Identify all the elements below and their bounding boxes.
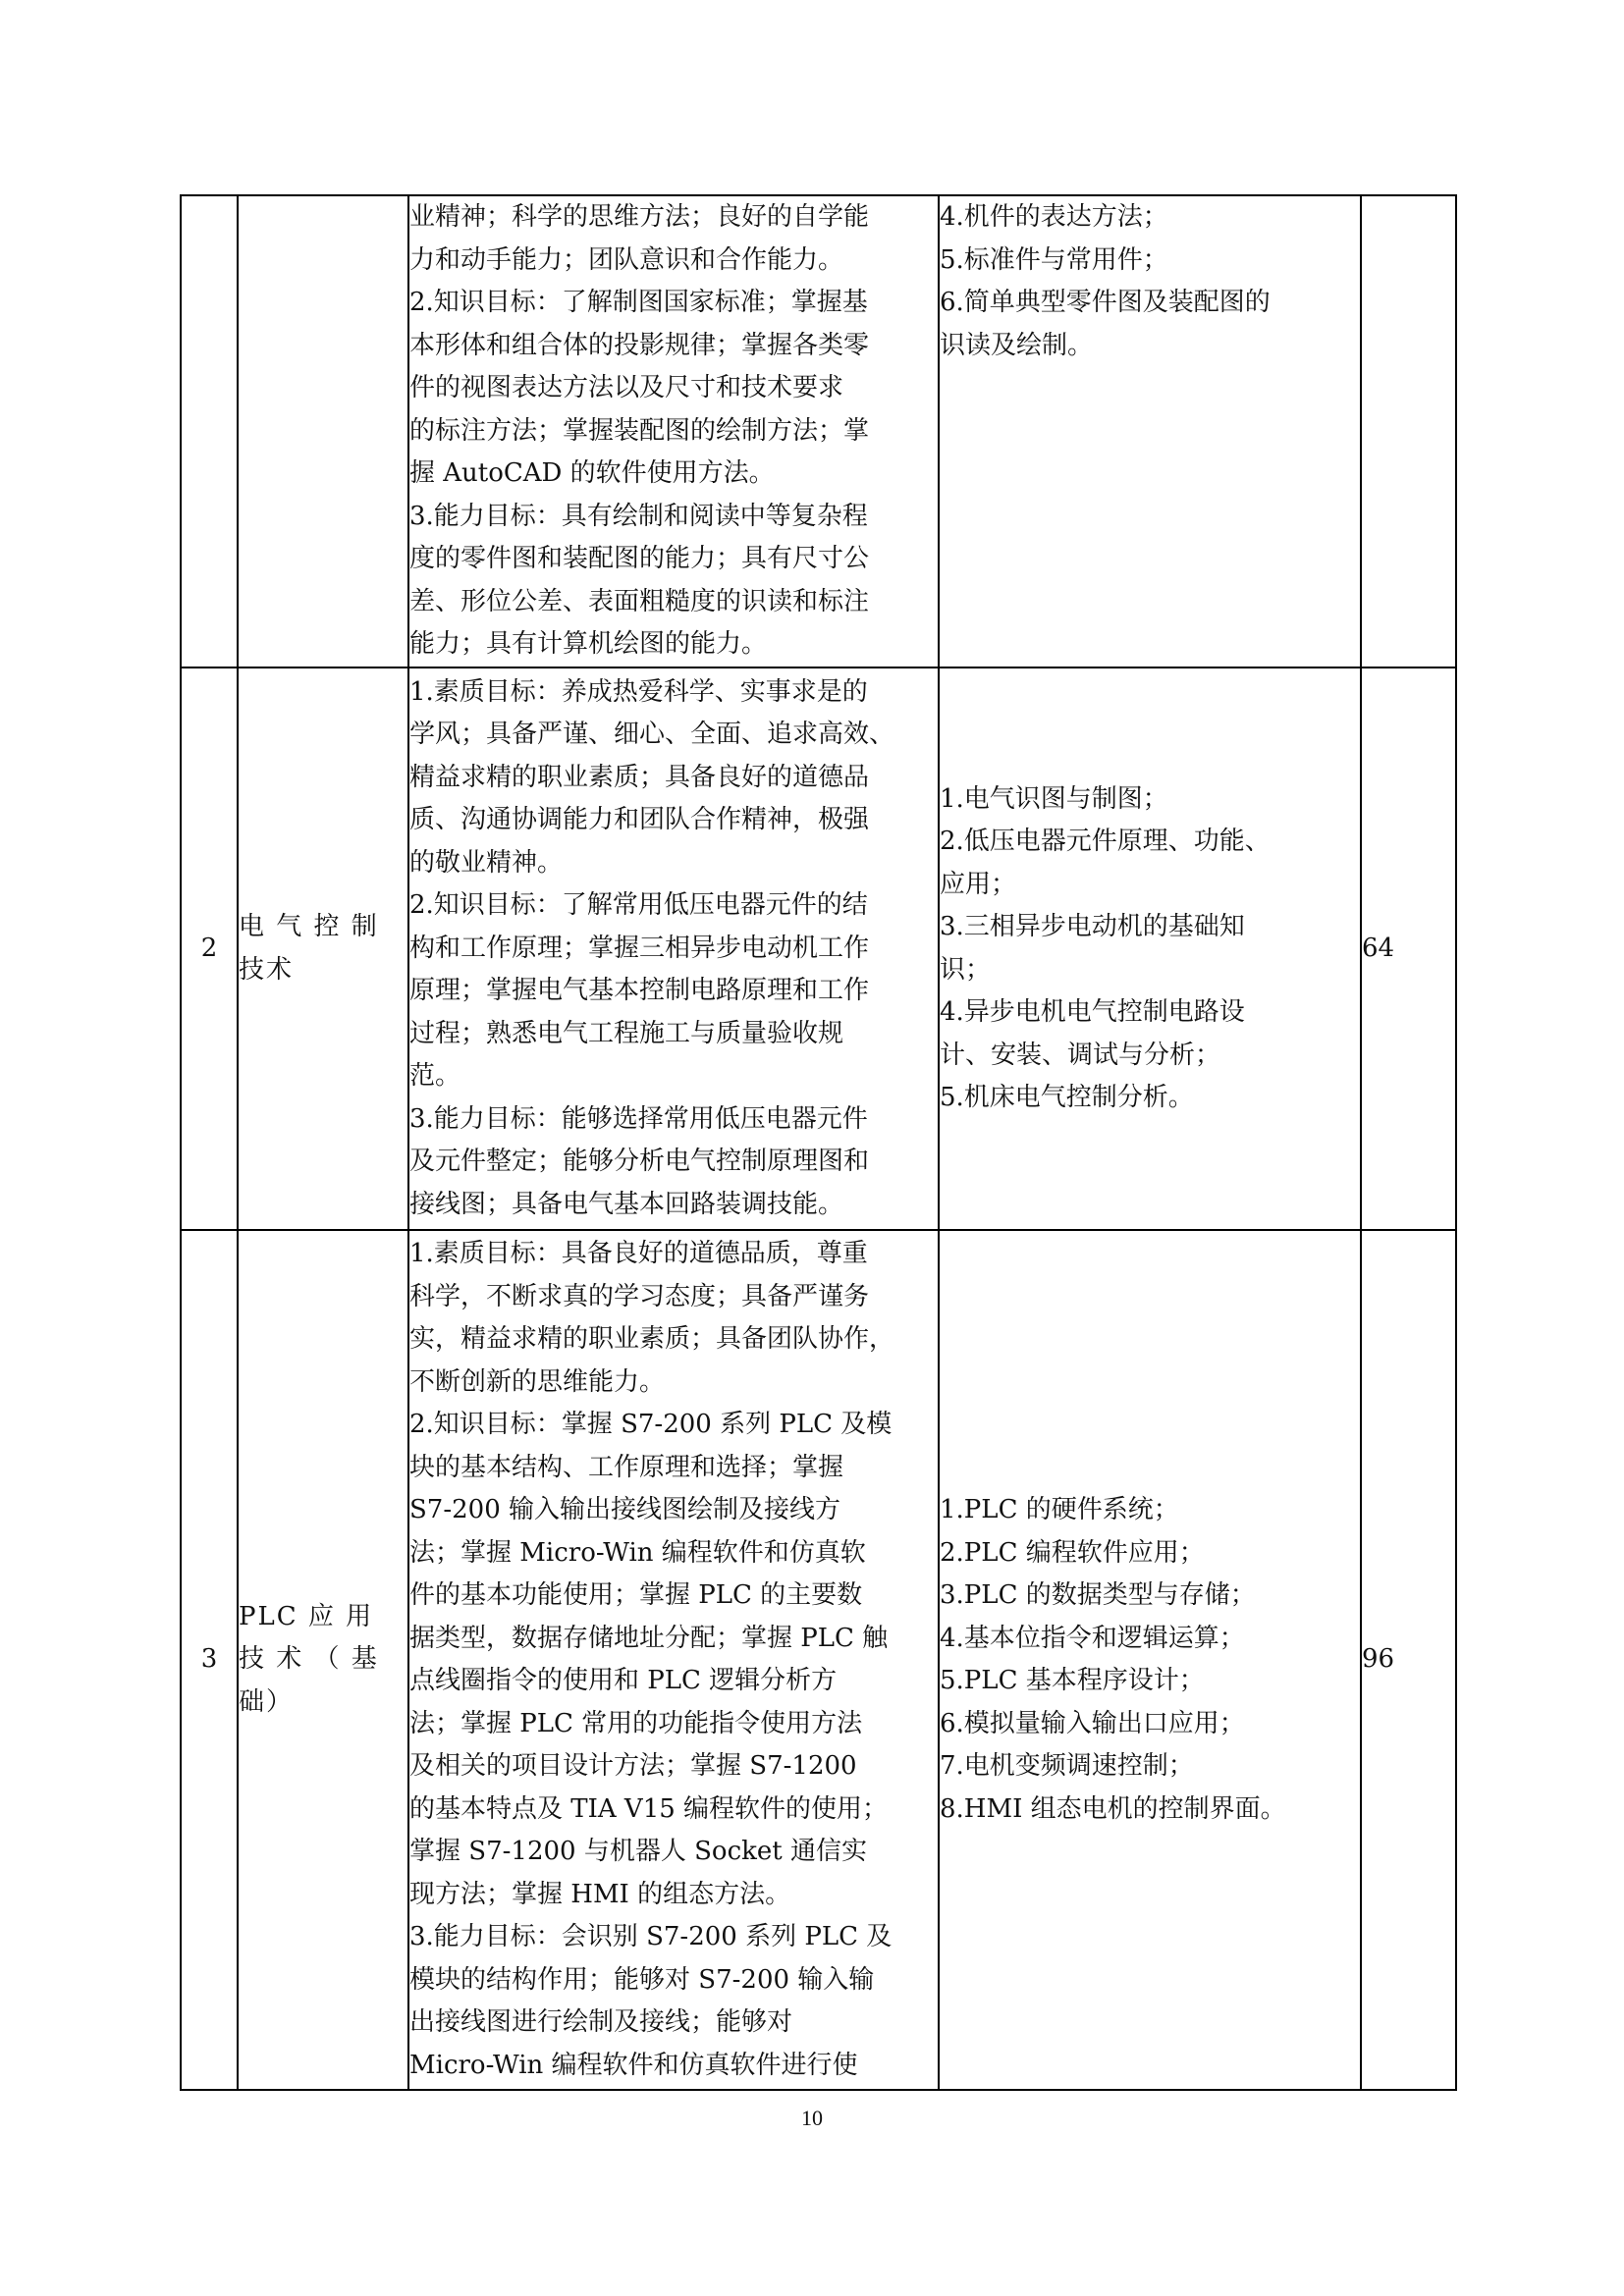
text-line: 业精神；科学的思维方法；良好的自学能	[409, 202, 870, 233]
course-hours-cell: 64	[1361, 667, 1456, 1230]
text-line: 5.机床电气控制分析。	[940, 1083, 1194, 1112]
text-line: 1.电气识图与制图；	[940, 783, 1168, 814]
text-line: 识读及绘制。	[940, 330, 1094, 360]
text-line: 2.低压电器元件原理、功能、	[940, 827, 1271, 856]
text-line: 差、形位公差、表面粗糙度的识读和标注	[409, 586, 870, 616]
text-line: 础）	[239, 1686, 295, 1717]
text-line: 力和动手能力；团队意识和合作能力。	[409, 244, 844, 275]
course-table	[180, 194, 1457, 2091]
text-line: 2.知识目标：掌握 S7-200 系列 PLC 及模	[409, 1410, 893, 1439]
course-name-cell	[238, 667, 408, 1230]
course-goals-cell	[408, 195, 939, 667]
text-line: 应用；	[940, 869, 1017, 899]
text-line: 3.三相异步电动机的基础知	[940, 912, 1245, 941]
text-line: 块的基本结构、工作原理和选择；掌握	[409, 1452, 844, 1482]
text-line: 识；	[940, 954, 992, 985]
course-number-cell: 3	[181, 1230, 238, 2090]
text-line: 3.能力目标：会识别 S7-200 系列 PLC 及	[409, 1922, 893, 1951]
text-line: 件的基本功能使用；掌握 PLC 的主要数	[409, 1580, 863, 1610]
course-number-cell: 2	[181, 667, 238, 1230]
text-line: 构和工作原理；掌握三相异步电动机工作	[409, 933, 870, 963]
text-line: 1.素质目标：养成热爱科学、实事求是的	[409, 676, 868, 707]
text-line: 7.电机变频调速控制；	[940, 1751, 1194, 1781]
text-line: 1.PLC 的硬件系统；	[940, 1495, 1179, 1524]
text-line: 及相关的项目设计方法；掌握 S7-1200	[409, 1751, 857, 1781]
table-row	[181, 195, 1456, 667]
text-line: 度的零件图和装配图的能力；具有尺寸公	[409, 544, 870, 574]
text-line: 握 AutoCAD 的软件使用方法。	[409, 458, 775, 489]
text-line: Micro-Win 编程软件和仿真软件进行使	[409, 2050, 858, 2080]
text-line: 现方法；掌握 HMI 的组态方法。	[409, 1879, 791, 1909]
text-line: 接线图；具备电气基本回路装调技能。	[409, 1189, 844, 1219]
text-line: 件的视图表达方法以及尺寸和技术要求	[409, 373, 844, 403]
course-content-cell	[939, 1230, 1361, 2090]
text-line: 点线圈指令的使用和 PLC 逻辑分析方	[409, 1666, 838, 1695]
text-line: S7-200 输入输出接线图绘制及接线方	[409, 1495, 841, 1524]
course-goals-cell	[408, 667, 939, 1230]
text-line: 5.PLC 基本程序设计；	[940, 1666, 1205, 1695]
text-line: 掌握 S7-1200 与机器人 Socket 通信实	[409, 1837, 867, 1866]
text-line: 法；掌握 Micro-Win 编程软件和仿真软	[409, 1537, 866, 1568]
course-table-body	[181, 195, 1456, 2090]
course-hours-cell: 96	[1361, 1230, 1456, 2090]
text-line: 2.知识目标：了解常用低压电器元件的结	[409, 890, 868, 921]
course-content-cell	[939, 195, 1361, 667]
table-row	[181, 667, 1456, 1230]
course-number-cell	[181, 195, 238, 667]
text-line: 3.PLC 的数据类型与存储；	[940, 1580, 1256, 1610]
text-line: 6.模拟量输入输出口应用；	[940, 1708, 1245, 1738]
page-number: 10	[801, 2106, 823, 2130]
text-line: 4.基本位指令和逻辑运算；	[940, 1623, 1245, 1653]
text-line: 法；掌握 PLC 常用的功能指令使用方法	[409, 1708, 863, 1738]
table-row	[181, 1230, 1456, 2090]
text-line: 实，精益求精的职业素质；具备团队协作，	[409, 1324, 895, 1354]
text-line: 能力；具有计算机绘图的能力。	[409, 629, 768, 660]
text-line: 质、沟通协调能力和团队合作精神，极强	[409, 805, 870, 835]
text-line: 过程；熟悉电气工程施工与质量验收规	[409, 1018, 844, 1048]
text-line: 2.知识目标：了解制图国家标准；掌握基	[409, 288, 868, 318]
text-line: 范。	[409, 1061, 461, 1092]
course-content-cell	[939, 667, 1361, 1230]
text-line: 不断创新的思维能力。	[409, 1366, 666, 1397]
text-line: 及元件整定；能够分析电气控制原理图和	[409, 1147, 870, 1177]
course-goals-cell	[408, 1230, 939, 2090]
text-line: 1.素质目标：具备良好的道德品质，尊重	[409, 1239, 868, 1268]
text-line: 5.标准件与常用件；	[940, 244, 1168, 275]
text-line: 的敬业精神。	[409, 847, 564, 878]
text-line: 4.异步电机电气控制电路设	[940, 997, 1245, 1027]
text-line: 4.机件的表达方法；	[940, 202, 1168, 232]
text-line: 科学，不断求真的学习态度；具备严谨务	[409, 1281, 870, 1311]
text-line: 计、安装、调试与分析；	[940, 1040, 1221, 1070]
text-line: 据类型，数据存储地址分配；掌握 PLC 触	[409, 1623, 889, 1653]
text-line: 电 气 控 制	[239, 912, 379, 941]
course-name-cell	[238, 1230, 408, 2090]
course-name-cell	[238, 195, 408, 667]
text-line: 本形体和组合体的投影规律；掌握各类零	[409, 330, 870, 360]
text-line: 6.简单典型零件图及装配图的	[940, 288, 1271, 317]
text-line: 的标注方法；掌握装配图的绘制方法；掌	[409, 415, 870, 446]
text-line: 出接线图进行绘制及接线；能够对	[409, 2007, 793, 2037]
text-line: 的基本特点及 TIA V15 编程软件的使用；	[409, 1793, 889, 1824]
text-line: 3.能力目标：具有绘制和阅读中等复杂程	[409, 501, 868, 531]
text-line: 精益求精的职业素质；具备良好的道德品	[409, 762, 870, 792]
text-line: 学风；具备严谨、细心、全面、追求高效、	[409, 720, 895, 750]
text-line: 模块的结构作用；能够对 S7-200 输入输	[409, 1964, 875, 1995]
text-line: PLC 应 用	[239, 1601, 374, 1631]
text-line: 8.HMI 组态电机的控制界面。	[940, 1793, 1286, 1824]
course-hours-cell	[1361, 195, 1456, 667]
text-line: 3.能力目标：能够选择常用低压电器元件	[409, 1103, 868, 1134]
text-line: 技 术 （ 基	[239, 1644, 379, 1675]
text-line: 2.PLC 编程软件应用；	[940, 1537, 1205, 1568]
text-line: 技术	[239, 954, 295, 985]
text-line: 原理；掌握电气基本控制电路原理和工作	[409, 976, 870, 1006]
